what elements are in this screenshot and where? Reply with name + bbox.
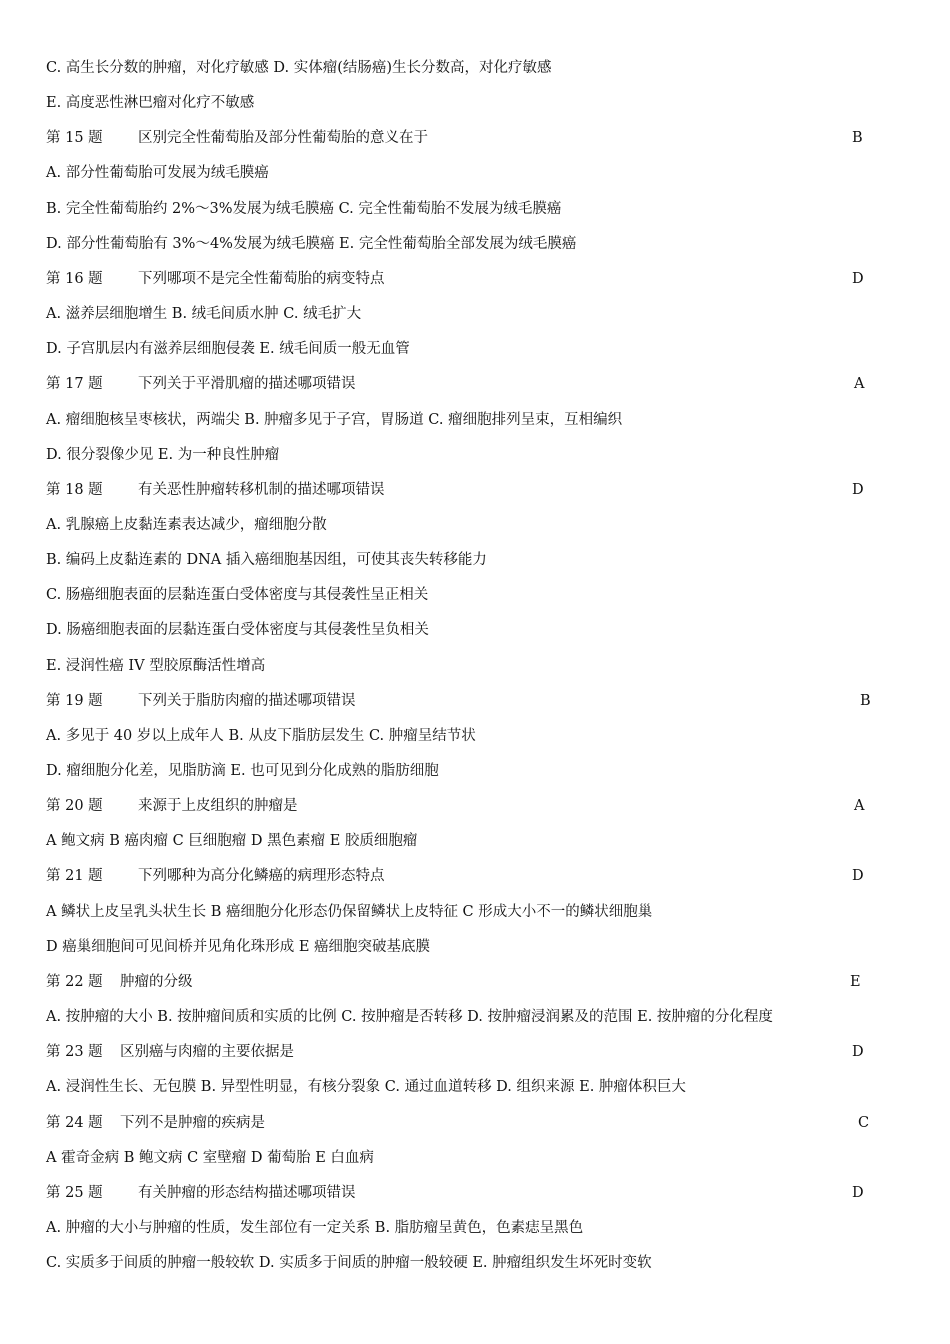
option-text: D. 瘤细胞分化差，见脂肪滴 E. 也可见到分化成熟的脂肪细胞: [46, 763, 439, 779]
question-stem: 下列哪种为高分化鳞癌的病理形态特点: [138, 868, 385, 885]
answer-key: D: [852, 1184, 864, 1201]
option-text: E. 浸润性癌 IV 型胶原酶活性增高: [46, 657, 266, 674]
option-line: [46, 513, 910, 537]
answer-key: B: [852, 130, 863, 147]
option-text: C. 实质多于间质的肿瘤一般较软 D. 实质多于间质的肿瘤一般较硬 E. 肿瘤组织发生坏死时变软: [46, 1255, 652, 1272]
option-line: [46, 197, 910, 221]
question-number: 第 21 题: [46, 868, 103, 885]
question-number: 第 20 题: [46, 798, 103, 815]
question-line: [46, 372, 910, 396]
option-text: C. 肠癌细胞表面的层黏连蛋白受体密度与其侵袭性呈正相关: [46, 587, 429, 604]
option-line: [46, 1251, 910, 1275]
answer-key: A: [854, 376, 865, 393]
question-number: 第 23 题: [46, 1044, 103, 1061]
option-text: A. 按肿瘤的大小 B. 按肿瘤间质和实质的比例 C. 按肿瘤是否转移 D. 按肿瘤浸润累及的范围 E. 按肿瘤的分化程度: [46, 1009, 773, 1025]
option-text: A 鲍文病 B 癌肉瘤 C 巨细胞瘤 D 黑色素瘤 E 胶质细胞瘤: [46, 833, 418, 850]
option-line: [46, 443, 910, 467]
option-line: [46, 56, 910, 80]
question-stem: 有关肿瘤的形态结构描述哪项错误: [138, 1184, 356, 1201]
question-stem: 肿瘤的分级: [120, 973, 193, 990]
question-number: 第 24 题: [46, 1114, 103, 1131]
question-stem: 下列关于脂肪肉瘤的描述哪项错误: [138, 692, 356, 709]
option-text: A. 浸润性生长、无包膜 B. 异型性明显，有核分裂象 C. 通过血道转移 D. 组织来源 E. 肿瘤体积巨大: [46, 1079, 686, 1096]
question-number: 第 18 题: [46, 481, 103, 498]
option-line: [46, 302, 910, 326]
option-line: [46, 583, 910, 607]
question-line: [46, 126, 910, 150]
option-line: [46, 232, 910, 256]
question-number: 第 15 题: [46, 130, 103, 147]
option-text: D. 部分性葡萄胎有 3%～4%发展为绒毛膜癌 E. 完全性葡萄胎全部发展为绒毛膜癌: [46, 235, 577, 252]
question-line: [46, 478, 910, 502]
question-number: 第 19 题: [46, 692, 103, 709]
option-line: [46, 548, 910, 572]
option-line: [46, 759, 910, 783]
answer-key: D: [852, 868, 864, 885]
option-line: [46, 161, 910, 185]
answer-key: A: [854, 798, 865, 815]
option-text: A. 乳腺癌上皮黏连素表达减少，瘤细胞分散: [46, 517, 327, 533]
answer-key: D: [852, 1044, 864, 1061]
option-line: [46, 91, 910, 115]
question-stem: 有关恶性肿瘤转移机制的描述哪项错误: [138, 481, 385, 498]
question-line: [46, 689, 910, 713]
question-number: 第 16 题: [46, 270, 103, 287]
option-text: D. 子宫肌层内有滋养层细胞侵袭 E. 绒毛间质一般无血管: [46, 341, 410, 358]
option-line: [46, 935, 910, 959]
answer-key: D: [852, 481, 864, 498]
question-line: [46, 970, 910, 994]
answer-key: E: [850, 973, 861, 990]
question-line: [46, 1111, 910, 1135]
question-line: [46, 864, 910, 888]
option-line: [46, 900, 910, 924]
option-text: A. 肿瘤的大小与肿瘤的性质，发生部位有一定关系 B. 脂肪瘤呈黄色，色素痣呈黑色: [46, 1220, 584, 1236]
option-text: A. 滋养层细胞增生 B. 绒毛间质水肿 C. 绒毛扩大: [46, 306, 362, 322]
option-text: D. 很分裂像少见 E. 为一种良性肿瘤: [46, 446, 280, 463]
answer-key: C: [858, 1114, 870, 1131]
question-number: 第 25 题: [46, 1184, 103, 1201]
question-stem: 下列哪项不是完全性葡萄胎的病变特点: [138, 270, 385, 287]
option-line: [46, 1075, 910, 1099]
option-line: [46, 1005, 910, 1029]
option-text: E. 高度恶性淋巴瘤对化疗不敏感: [46, 95, 255, 112]
option-line: [46, 408, 910, 432]
question-number: 第 22 题: [46, 973, 103, 990]
option-text: A. 多见于 40 岁以上成年人 B. 从皮下脂肪层发生 C. 肿瘤呈结节状: [46, 727, 476, 744]
option-line: [46, 618, 910, 642]
question-line: [46, 1040, 910, 1064]
question-line: [46, 1181, 910, 1205]
question-stem: 区别完全性葡萄胎及部分性葡萄胎的意义在于: [138, 130, 428, 147]
question-stem: 来源于上皮组织的肿瘤是: [138, 798, 298, 815]
option-text: A 鳞状上皮呈乳头状生长 B 癌细胞分化形态仍保留鳞状上皮特征 C 形成大小不一的鳞状细胞巢: [46, 903, 653, 920]
option-text: A. 瘤细胞核呈枣核状，两端尖 B. 肿瘤多见于子宫，胃肠道 C. 瘤细胞排列呈束，互相编织: [46, 411, 623, 428]
question-stem: 区别癌与肉瘤的主要依据是: [120, 1044, 294, 1061]
option-text: B. 完全性葡萄胎约 2%～3%发展为绒毛膜癌 C. 完全性葡萄胎不发展为绒毛膜癌: [46, 200, 562, 217]
option-line: [46, 337, 910, 361]
option-text: A 霍奇金病 B 鲍文病 C 室壁瘤 D 葡萄胎 E 白血病: [46, 1149, 374, 1166]
answer-key: B: [860, 692, 871, 709]
question-number: 第 17 题: [46, 376, 103, 393]
option-text: C. 高生长分数的肿瘤，对化疗敏感 D. 实体瘤(结肠癌)生长分数高，对化疗敏感: [46, 60, 552, 76]
option-line: [46, 1216, 910, 1240]
question-line: [46, 267, 910, 291]
option-line: [46, 1146, 910, 1170]
question-stem: 下列不是肿瘤的疾病是: [120, 1114, 265, 1131]
option-text: D. 肠癌细胞表面的层黏连蛋白受体密度与其侵袭性呈负相关: [46, 622, 429, 639]
answer-key: D: [852, 270, 864, 287]
option-text: D 癌巢细胞间可见间桥并见角化珠形成 E 癌细胞突破基底膜: [46, 938, 431, 955]
option-line: [46, 829, 910, 853]
option-text: A. 部分性葡萄胎可发展为绒毛膜癌: [46, 165, 269, 182]
option-line: [46, 724, 910, 748]
question-stem: 下列关于平滑肌瘤的描述哪项错误: [138, 376, 356, 393]
option-line: [46, 654, 910, 678]
question-line: [46, 794, 910, 818]
option-text: B. 编码上皮黏连素的 DNA 插入癌细胞基因组，可使其丧失转移能力: [46, 552, 487, 569]
